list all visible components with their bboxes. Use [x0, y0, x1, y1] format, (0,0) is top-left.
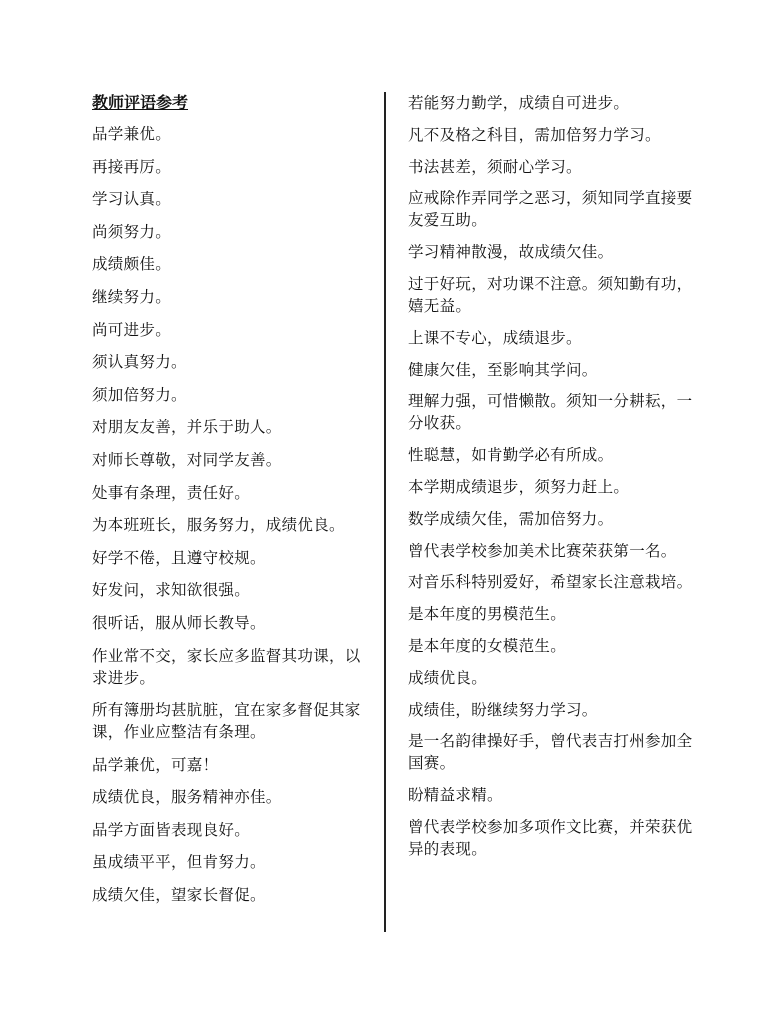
comment-entry: 曾代表学校参加多项作文比赛，并荣获优异的表现。: [408, 817, 693, 858]
comment-entry: 继续努力。: [92, 287, 172, 306]
comment-entry: 本学期成绩退步，须努力赶上。: [408, 477, 630, 496]
comment-entry: 成绩颇佳。: [92, 255, 172, 274]
comment-entry: 数学成绩欠佳，需加倍努力。: [408, 509, 614, 528]
comment-entry: 须认真努力。: [92, 353, 187, 372]
comment-entry: 为本班班长，服务努力，成绩优良。: [92, 516, 345, 535]
comment-entry: 再接再厉。: [92, 157, 172, 176]
comment-entry: 品学兼优。: [92, 125, 172, 143]
comment-entry: 好发问，求知欲很强。: [92, 581, 251, 600]
comment-entry: 若能努力勤学，成绩自可进步。: [408, 94, 630, 112]
comment-entry: 上课不专心，成绩退步。: [408, 328, 582, 347]
comment-entry: 成绩欠佳，望家长督促。: [92, 886, 266, 905]
comment-entry: 是一名韵律操好手，曾代表吉打州参加全国赛。: [408, 732, 693, 773]
comment-entry: 应戒除作弄同学之恶习，须知同学直接要友爱互助。: [408, 189, 693, 230]
comment-entry: 尚可进步。: [92, 320, 172, 339]
comment-entry: 对音乐科特别爱好，希望家长注意栽培。: [408, 573, 693, 592]
left-column: [92, 92, 374, 917]
comment-entry: 性聪慧，如肯勤学必有所成。: [408, 446, 614, 465]
comment-entry: 处事有条理，责任好。: [92, 483, 251, 502]
comment-entry: 凡不及格之科目，需加倍努力学习。: [408, 125, 661, 144]
comment-entry: 所有簿册均甚肮脏，宜在家多督促其家课，作业应整洁有条理。: [92, 701, 361, 742]
comment-entry: 好学不倦，且遵守校规。: [92, 548, 266, 567]
comment-entry: 作业常不交，家长应多监督其功课，以求进步。: [92, 646, 361, 687]
comment-entry: 很听话，服从师长教导。: [92, 613, 266, 632]
comment-entry: 尚须努力。: [92, 222, 172, 241]
right-column: [408, 92, 698, 870]
comment-entry: 对师长尊敬，对同学友善。: [92, 450, 282, 469]
comment-entry: 盼精益求精。: [408, 786, 503, 805]
document-title: 教师评语参考: [92, 93, 189, 112]
comment-entry: 品学兼优，可嘉！: [92, 755, 219, 774]
comment-entry: 是本年度的女模范生。: [408, 636, 567, 655]
column-divider: [384, 92, 386, 932]
comment-entry: 过于好玩，对功课不注意。须知勤有功，嬉无益。: [408, 274, 693, 315]
comment-entry: 是本年度的男模范生。: [408, 605, 567, 624]
comment-entry: 学习认真。: [92, 190, 172, 209]
comment-entry: 书法甚差，须耐心学习。: [408, 157, 582, 176]
comment-entry: 理解力强，可惜懒散。须知一分耕耘，一分收获。: [408, 392, 693, 433]
comment-entry: 对朋友友善，并乐于助人。: [92, 418, 282, 437]
comment-entry: 品学方面皆表现良好。: [92, 820, 251, 839]
comment-entry: 学习精神散漫，故成绩欠佳。: [408, 243, 614, 262]
comment-entry: 成绩优良，服务精神亦佳。: [92, 788, 282, 807]
comment-entry: 成绩佳，盼继续努力学习。: [408, 700, 598, 719]
comment-entry: 成绩优良。: [408, 668, 488, 687]
comment-entry: 虽成绩平平，但肯努力。: [92, 853, 266, 872]
comment-entry: 曾代表学校参加美术比赛荣获第一名。: [408, 541, 677, 560]
comment-entry: 须加倍努力。: [92, 385, 187, 404]
comment-entry: 健康欠佳，至影响其学问。: [408, 360, 598, 379]
